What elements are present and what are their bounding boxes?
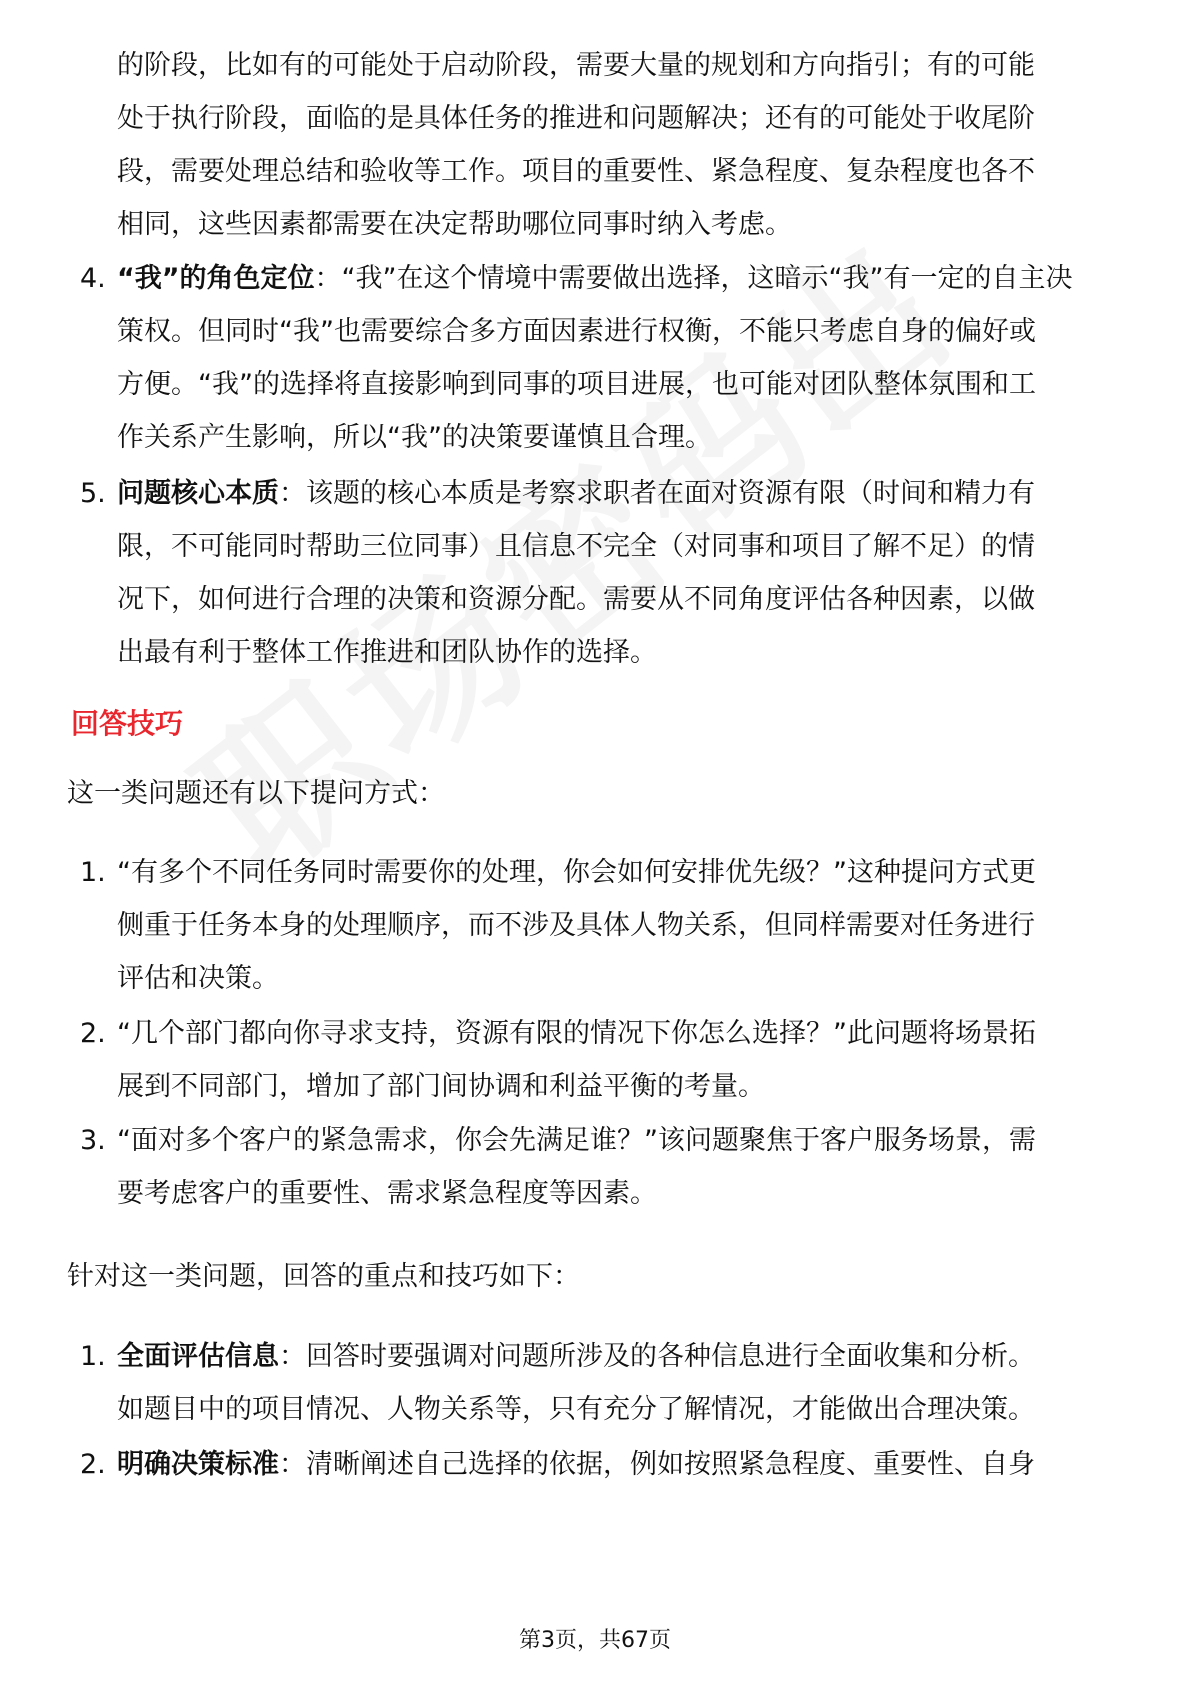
list-number: 1. xyxy=(80,857,106,888)
list-item xyxy=(117,474,1035,514)
intro-line: 相同，这些因素都需要在决定帮助哪位同事时纳入考虑。 xyxy=(117,209,792,240)
item-line: 侧重于任务本身的处理顺序，而不涉及具体人物关系，但同样需要对任务进行 xyxy=(117,910,1035,941)
list-number: 4. xyxy=(80,263,106,294)
item-line: 限，不可能同时帮助三位同事）且信息不完全（对同事和项目了解不足）的情 xyxy=(117,531,1035,562)
item-line: 评估和决策。 xyxy=(117,963,279,994)
item-line: 策权。但同时“我”也需要综合多方面因素进行权衡，不能只考虑自身的偏好或 xyxy=(117,316,1036,347)
page-footer: 第3页，共67页 xyxy=(519,1628,671,1653)
intro-line: 处于执行阶段，面临的是具体任务的推进和问题解决；还有的可能处于收尾阶 xyxy=(117,103,1035,134)
intro-line: 段，需要处理总结和验收等工作。项目的重要性、紧急程度、复杂程度也各不 xyxy=(117,156,1035,187)
list-number: 5. xyxy=(80,478,106,509)
item-line: 出最有利于整体工作推进和团队协作的选择。 xyxy=(117,637,657,668)
item-text: ：回答时要强调对问题所涉及的各种信息进行全面收集和分析。 xyxy=(279,1341,1035,1372)
list-item xyxy=(117,1337,1035,1377)
item-line: 要考虑客户的重要性、需求紧急程度等因素。 xyxy=(117,1178,657,1209)
item-text: ：该题的核心本质是考察求职者在面对资源有限（时间和精力有 xyxy=(279,478,1035,509)
list-number: 1. xyxy=(80,1341,106,1372)
list-item xyxy=(117,259,1072,299)
item-title: 明确决策标准 xyxy=(117,1449,279,1480)
list-item: “面对多个客户的紧急需求，你会先满足谁？”该问题聚焦于客户服务场景，需 xyxy=(117,1125,1036,1156)
item-line: 如题目中的项目情况、人物关系等，只有充分了解情况，才能做出合理决策。 xyxy=(117,1394,1035,1425)
item-line: 况下，如何进行合理的决策和资源分配。需要从不同角度评估各种因素，以做 xyxy=(117,584,1035,615)
list-number: 3. xyxy=(80,1125,106,1156)
item-title: 全面评估信息 xyxy=(117,1341,279,1372)
list-item: “几个部门都向你寻求支持，资源有限的情况下你怎么选择？”此问题将场景拓 xyxy=(117,1018,1036,1049)
intro-line: 的阶段，比如有的可能处于启动阶段，需要大量的规划和方向指引；有的可能 xyxy=(117,50,1035,81)
list-number: 2. xyxy=(80,1449,106,1480)
list-item xyxy=(117,1445,1035,1485)
list-number: 2. xyxy=(80,1018,106,1049)
item-line: 作关系产生影响，所以“我”的决策要谨慎且合理。 xyxy=(117,422,712,453)
paragraph: 针对这一类问题，回答的重点和技巧如下： xyxy=(67,1261,580,1292)
item-line: 展到不同部门，增加了部门间协调和利益平衡的考量。 xyxy=(117,1071,765,1102)
list-item: “有多个不同任务同时需要你的处理，你会如何安排优先级？”这种提问方式更 xyxy=(117,857,1036,888)
paragraph: 这一类问题还有以下提问方式： xyxy=(67,778,445,809)
item-title: “我”的角色定位 xyxy=(117,263,315,294)
item-text: ：“我”在这个情境中需要做出选择，这暗示“我”有一定的自主决 xyxy=(314,263,1073,294)
section-heading: 回答技巧 xyxy=(71,707,184,740)
item-title: 问题核心本质 xyxy=(117,478,279,509)
item-line: 方便。“我”的选择将直接影响到同事的项目进展，也可能对团队整体氛围和工 xyxy=(117,369,1036,400)
item-text: ：清晰阐述自己选择的依据，例如按照紧急程度、重要性、自身 xyxy=(279,1449,1035,1480)
